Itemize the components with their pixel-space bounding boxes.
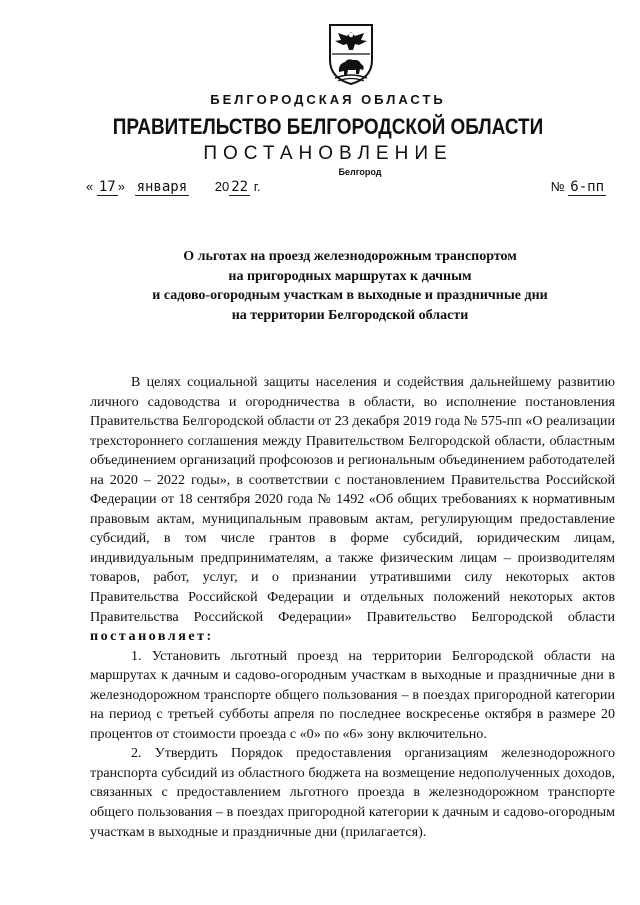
government-name: ПРАВИТЕЛЬСТВО БЕЛГОРОДСКОЙ ОБЛАСТИ [112,114,544,139]
title-line: на территории Белгородской области [231,307,469,323]
date-year-suffix: 22 [231,179,249,195]
dateline [86,179,606,201]
document-type: ПОСТАНОВЛЕНИЕ [203,143,453,164]
title-line: на пригородных маршрутах к дачным [228,268,472,284]
date-month: января [136,179,188,195]
clause-2-paragraph: 2. Утвердить Порядок предоставления организациям железнодорожного транспорта субсидий из областного бюджета на возмещение недополученных доходов, связанных с предоставлением льготного проезда в железнодорожном транспорте общего пользования – в поездах пригородной категории к дачным и садово-огородным участкам в выходные и праздничные дни (прилагается). [90,745,615,840]
document-date [86,179,261,195]
date-year-unit: г. [253,179,261,194]
clause-1-paragraph: 1. Установить льготный проезд на территории Белгородской области на маршрутах к дачным и садово-огородным участкам в выходные и праздничные дни в железнодорожном транспорте общего пользования – в поездах пригородной категории на период с третьей субботы апреля по последнее воскресенье октября в размере 20 процентов от стоимости проезда с «0» по «6» зону включительно. [90,647,615,742]
region-name: БЕЛГОРОДСКАЯ ОБЛАСТЬ [210,92,446,107]
date-year-prefix: 20 [214,179,230,194]
number-value: 6-пп [570,179,604,195]
title-line: и садово-огородным участкам в выходные и праздничные дни [152,288,548,303]
document-title [100,247,600,325]
document-number [551,179,606,195]
document-body [90,373,615,842]
close-quote: » [117,179,125,194]
belgorod-coat-of-arms-icon [326,22,376,86]
preamble-text: В целях социальной защиты населения и содействия дальнейшему развитию личного садоводства и огородничества в области, во исполнение постановления Правительства Белгородской области от 23 декабря 2019 года № 575-пп «О реализации трехстороннего соглашения между Правительством Белгородской области, областным объединением организаций профсоюзов и региональным объединением работодателей на 2020 – 2022 годы», в соответствии с постановлением Правительства Российской Федерации от 18 сентября 2020 года № 1492 «Об общих требованиях к нормативным правовым актам, муниципальным правовым актам, регулирующим предоставление субсидий, в том числе грантов в форме субсидий, юридическим лицам, индивидуальным предпринимателям, а также физическим лицам – производителям товаров, работ, услуг, и о признании утратившими силу некоторых актов Правительства Российской Федерации и отдельных положений некоторых актов Правительства Российской Федерации» Правительство Белгородской области [90,374,615,625]
open-quote: « [86,179,94,194]
resolves-word: постановляет: [90,628,214,645]
preamble-paragraph [90,373,615,647]
title-line: О льготах на проезд железнодорожным транспортом [183,249,517,264]
date-day: 17 [98,179,116,195]
city-name: Белгород [338,167,382,177]
number-sign: № [550,179,565,194]
